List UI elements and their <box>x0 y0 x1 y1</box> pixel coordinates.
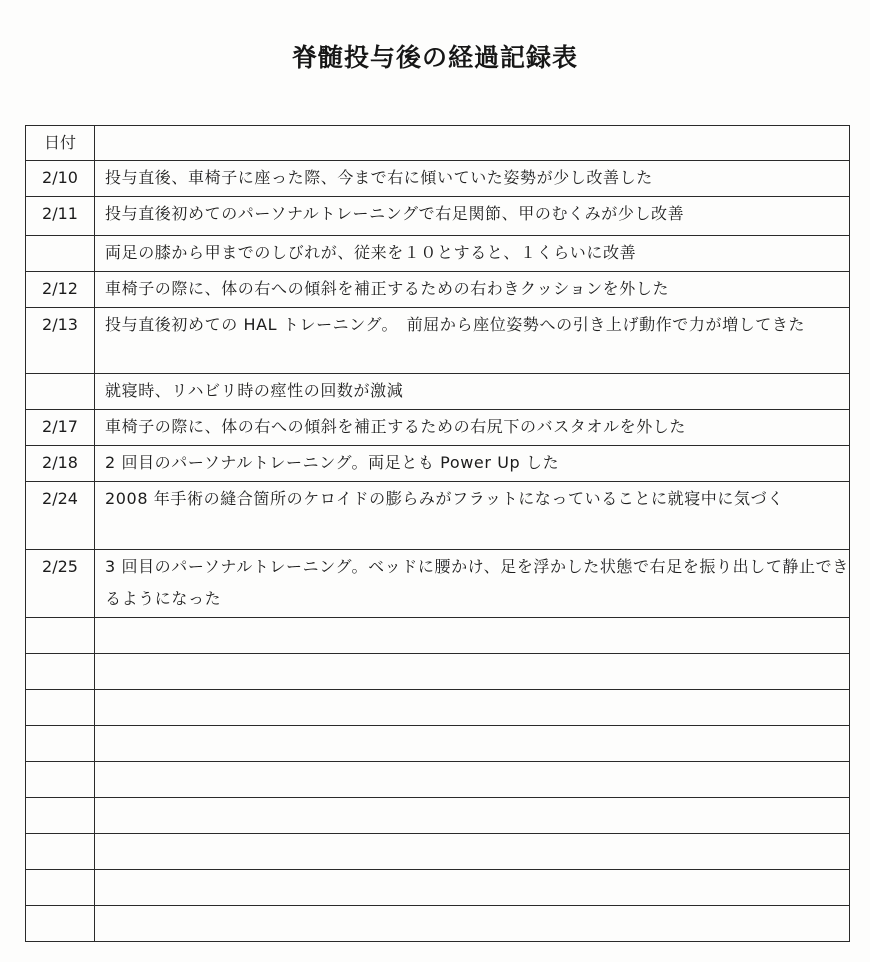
blank-date-cell <box>26 870 95 906</box>
entry-date: 2/11 <box>26 197 95 236</box>
entry-note: 2 回目のパーソナルトレーニング。両足とも Power Up した <box>95 446 850 482</box>
entry-date: 2/13 <box>26 308 95 374</box>
entry-note: 投与直後初めての HAL トレーニング。 前屈から座位姿勢への引き上げ動作で力が増してきた <box>95 308 850 374</box>
blank-row <box>26 834 850 870</box>
date-column-header: 日付 <box>26 126 95 161</box>
table-row <box>26 236 850 272</box>
blank-date-cell <box>26 690 95 726</box>
entry-date: 2/17 <box>26 410 95 446</box>
entry-note: 投与直後初めてのパーソナルトレーニングで右足関節、甲のむくみが少し改善 <box>95 197 850 236</box>
blank-date-cell <box>26 834 95 870</box>
entry-date <box>26 236 95 272</box>
blank-row <box>26 798 850 834</box>
record-table <box>25 125 850 942</box>
entry-date: 2/12 <box>26 272 95 308</box>
table-row <box>26 550 850 618</box>
blank-row <box>26 654 850 690</box>
table-row <box>26 446 850 482</box>
blank-date-cell <box>26 726 95 762</box>
table-row <box>26 374 850 410</box>
blank-date-cell <box>26 906 95 942</box>
blank-row <box>26 618 850 654</box>
entry-date: 2/10 <box>26 161 95 197</box>
table-row <box>26 161 850 197</box>
blank-note-cell <box>95 798 850 834</box>
table-row <box>26 482 850 550</box>
entry-note: 車椅子の際に、体の右への傾斜を補正するための右わきクッションを外した <box>95 272 850 308</box>
entry-note: 両足の膝から甲までのしびれが、従来を１０とすると、１くらいに改善 <box>95 236 850 272</box>
blank-row <box>26 690 850 726</box>
entry-note: 就寝時、リハビリ時の痙性の回数が激減 <box>95 374 850 410</box>
blank-row <box>26 870 850 906</box>
blank-note-cell <box>95 654 850 690</box>
blank-note-cell <box>95 906 850 942</box>
blank-note-cell <box>95 618 850 654</box>
blank-date-cell <box>26 762 95 798</box>
blank-date-cell <box>26 618 95 654</box>
blank-row <box>26 726 850 762</box>
blank-note-cell <box>95 870 850 906</box>
blank-row <box>26 906 850 942</box>
table-row <box>26 272 850 308</box>
entry-note: 車椅子の際に、体の右への傾斜を補正するための右尻下のバスタオルを外した <box>95 410 850 446</box>
blank-note-cell <box>95 762 850 798</box>
entry-date: 2/24 <box>26 482 95 550</box>
blank-row <box>26 762 850 798</box>
entry-note: 2008 年手術の縫合箇所のケロイドの膨らみがフラットになっていることに就寝中に気づく <box>95 482 850 550</box>
entry-note: 投与直後、車椅子に座った際、今まで右に傾いていた姿勢が少し改善した <box>95 161 850 197</box>
blank-date-cell <box>26 798 95 834</box>
table-row <box>26 410 850 446</box>
table-header-row <box>26 126 850 161</box>
entry-date: 2/25 <box>26 550 95 618</box>
entry-note: 3 回目のパーソナルトレーニング。ベッドに腰かけ、足を浮かした状態で右足を振り出して静止できるようになった <box>95 550 850 618</box>
blank-note-cell <box>95 726 850 762</box>
table-row <box>26 308 850 374</box>
page-title: 脊髄投与後の経過記録表 <box>291 43 578 72</box>
blank-note-cell <box>95 690 850 726</box>
entry-date <box>26 374 95 410</box>
entry-date: 2/18 <box>26 446 95 482</box>
table-row <box>26 197 850 236</box>
note-column-header <box>95 126 850 161</box>
blank-date-cell <box>26 654 95 690</box>
blank-note-cell <box>95 834 850 870</box>
